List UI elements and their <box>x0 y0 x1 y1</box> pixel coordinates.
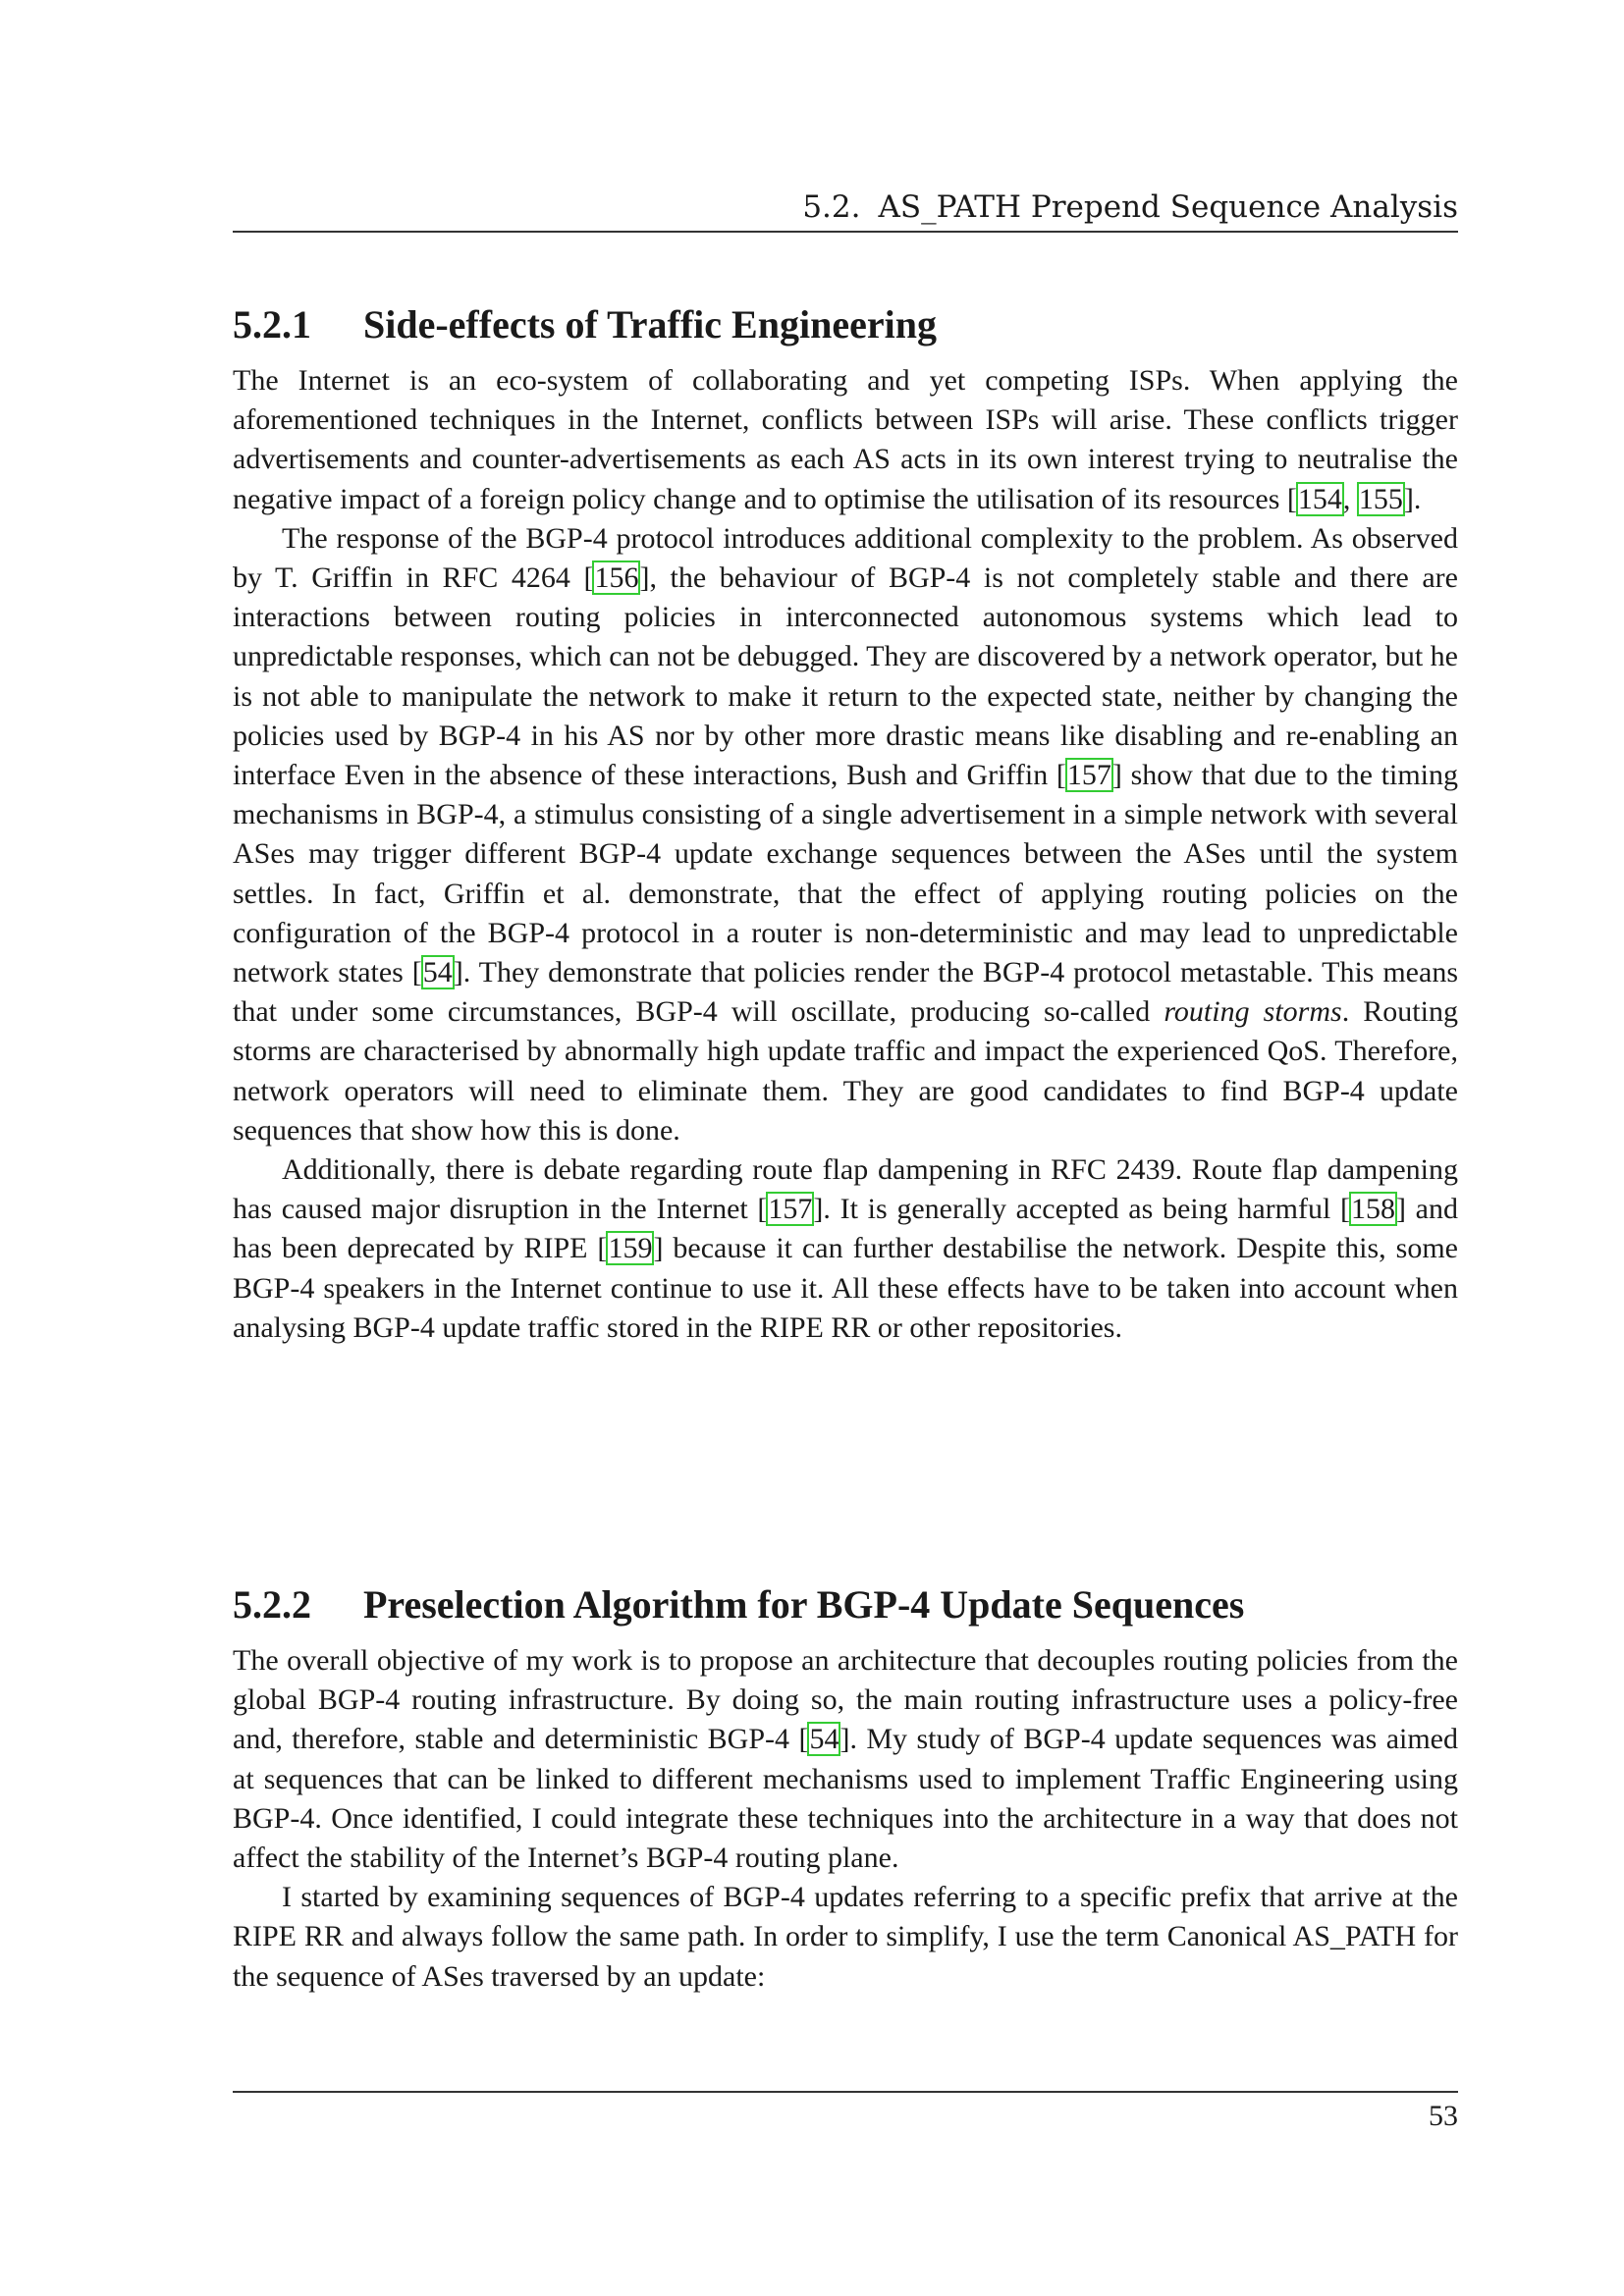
text-run: ], the behaviour of BGP-4 is not completely stable and there are interactions between routing policies in interconnected autonomous systems which lead to unpredictable responses, which can not be debugged. They are discovered by a network operator, but he is not able to manipulate the network to make it return to the expected state, neither by changing the policies used by BGP-4 in his AS nor by other more drastic means like disabling and re-enabling an interface Even in the absence of these interactions, Bush and Griffin [ <box>233 561 1458 792</box>
text-run: Additionally, there is debate regarding route flap dampening in RFC 2439. Route flap dampening has caused major disruption in the Internet [ <box>233 1153 1458 1226</box>
text-run: The response of the BGP-4 protocol introduces additional complexity to the problem. As observed by T. Griffin in RFC 4264 [ <box>233 521 1458 595</box>
section-number: 5.2.1 <box>233 302 311 347</box>
text-run: The overall objective of my work is to propose an architecture that decouples routing policies from the global BGP-4 routing infrastructure. By doing so, the main routing infrastructure uses a policy-free and, therefore, stable and deterministic BGP-4 [ <box>233 1644 1458 1756</box>
text-run: ] show that due to the timing mechanisms in BGP-4, a stimulus consisting of a single advertisement in a simple network with several ASes may trigger different BGP-4 update exchange sequences between the ASes until the system settles. In fact, Griffin et al. demonstrate, that the effect of applying routing policies on the configuration of the BGP-4 protocol in a router is non-deterministic and may lead to unpredictable network states [ <box>233 759 1458 989</box>
section-5-2-2 <box>233 1580 1458 1997</box>
citation-link[interactable]: 158 <box>1350 1193 1395 1226</box>
text-run: , <box>1342 482 1358 515</box>
section-5-2-1 <box>233 300 1458 1348</box>
running-head-title: AS_PATH Prepend Sequence Analysis <box>878 189 1458 225</box>
section-title: Side-effects of Traffic Engineering <box>363 302 937 347</box>
emphasis-text: routing storms <box>1164 995 1342 1029</box>
page-number: 53 <box>1429 2100 1458 2132</box>
text-run: The Internet is an eco-system of collaborating and yet competing ISPs. When applying the aforementioned techniques in the Internet, conflicts between ISPs will arise. These conflicts trigger advertisements and counter-advertisements as each AS acts in its own interest trying to neutralise the negative impact of a foreign policy change and to optimise the utilisation of its resources [ <box>233 364 1458 515</box>
paragraph <box>233 1878 1458 1997</box>
section-title: Preselection Algorithm for BGP-4 Update Sequences <box>363 1582 1245 1627</box>
section-heading <box>233 300 1458 349</box>
text-run: ]. It is generally accepted as being harmful [ <box>813 1193 1350 1226</box>
citation-link[interactable]: 159 <box>608 1232 653 1265</box>
citation-link[interactable]: 157 <box>768 1193 813 1226</box>
text-run: ] and has been deprecated by RIPE [ <box>233 1193 1458 1265</box>
text-run: ]. My study of BGP-4 update sequences was aimed at sequences that can be linked to different mechanisms used to implement Traffic Engineering using BGP-4. Once identified, I could integrate these techniques into the architecture in a way that does not affect the stability of the Internet’s BGP-4 routing plane. <box>233 1723 1458 1875</box>
paragraph <box>233 1150 1458 1348</box>
document-page <box>233 0 1458 2296</box>
paragraph <box>233 1641 1458 1878</box>
footer-rule <box>233 2091 1458 2093</box>
section-heading <box>233 1580 1458 1629</box>
citation-link[interactable]: 54 <box>809 1723 839 1756</box>
text-run: ]. <box>1403 482 1422 515</box>
text-run: . Routing storms are characterised by abnormally high update traffic and impact the experienced QoS. Therefore, network operators will need to eliminate them. They are good candidates to find BGP-4 update sequences that show how this is done. <box>233 995 1458 1147</box>
citation-link[interactable]: 157 <box>1066 759 1111 792</box>
section-number: 5.2.2 <box>233 1582 311 1627</box>
paragraph <box>233 361 1458 519</box>
citation-link[interactable]: 155 <box>1358 482 1403 515</box>
text-run: ] because it can further destabilise the network. Despite this, some BGP-4 speakers in the Internet continue to use it. All these effects have to be taken into account when analysing BGP-4 update traffic stored in the RIPE RR or other repositories. <box>233 1232 1458 1344</box>
running-head <box>233 187 1458 233</box>
text-run: ]. They demonstrate that policies render the BGP-4 protocol metastable. This means that under some circumstances, BGP-4 will oscillate, producing so-called <box>233 956 1458 1029</box>
citation-link[interactable]: 154 <box>1297 482 1342 515</box>
citation-link[interactable]: 54 <box>422 956 453 989</box>
text-run: I started by examining sequences of BGP-4 updates referring to a specific prefix that arrive at the RIPE RR and always follow the same path. In order to simplify, I use the term Canonical AS_PATH for the sequence of ASes traversed by an update: <box>233 1881 1458 1993</box>
citation-link[interactable]: 156 <box>594 561 639 595</box>
paragraph <box>233 519 1458 1150</box>
running-head-section-number: 5.2. <box>802 189 861 225</box>
